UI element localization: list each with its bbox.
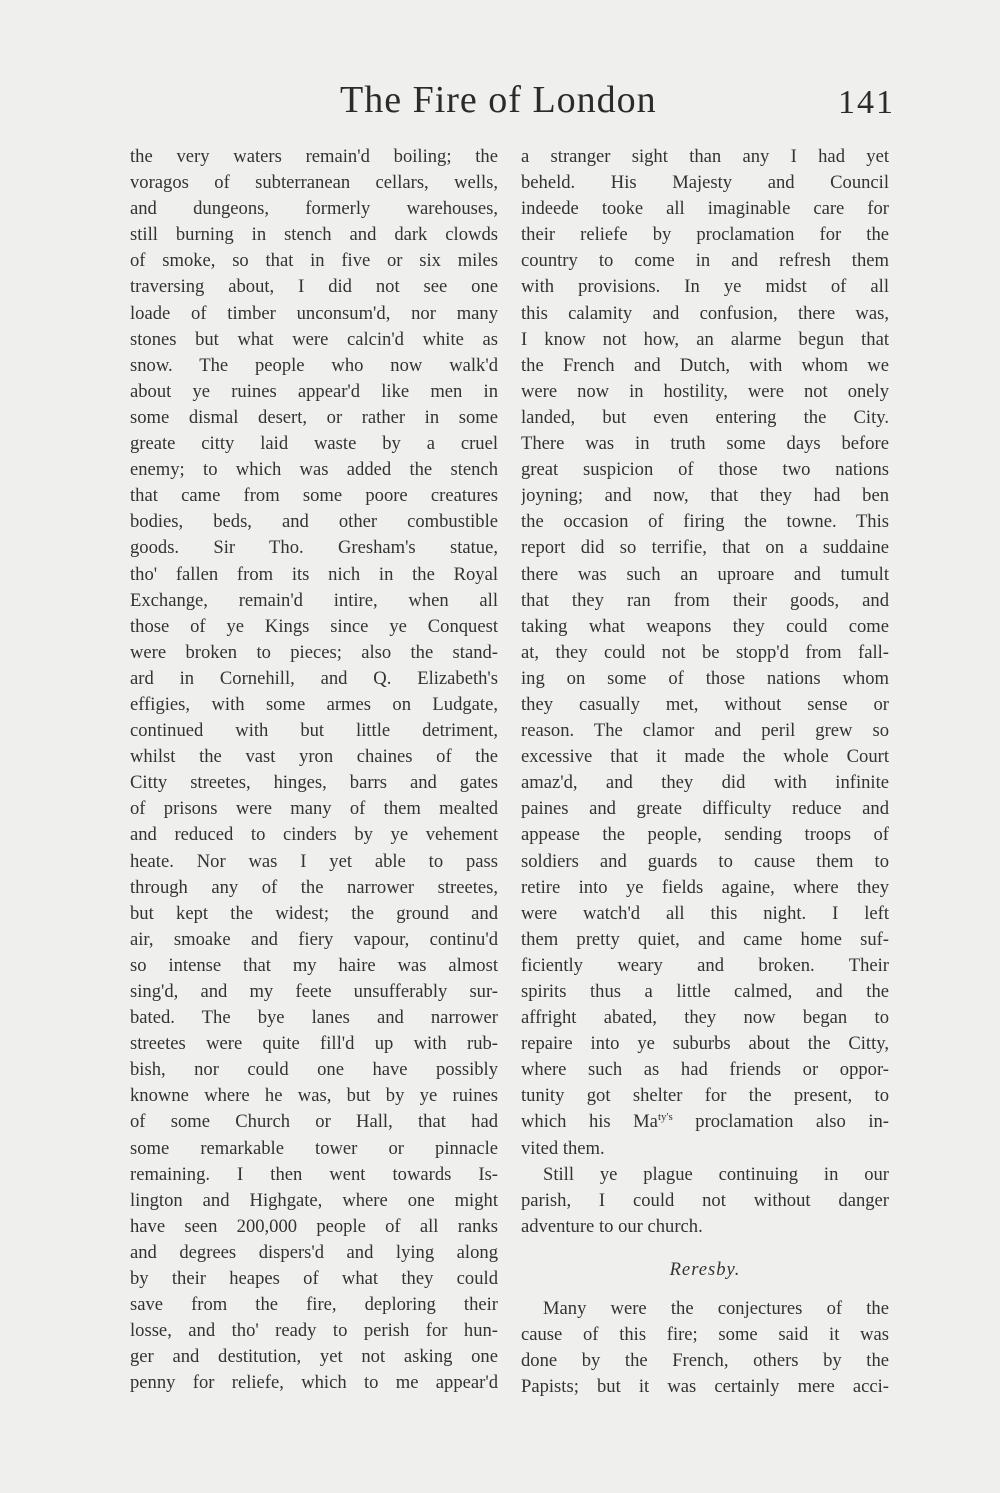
text-line: still burning in stench and dark clowds: [130, 224, 498, 246]
text-line: about ye ruines appear'd like men in: [130, 380, 498, 402]
text-line: Papists; but it was certainly mere acci-: [521, 1376, 889, 1398]
page-header: [0, 78, 1000, 128]
text-line: ing on some of those nations whom: [521, 667, 889, 689]
right-paragraph-2: [521, 1162, 889, 1240]
text-line: of some Church or Hall, that had: [130, 1111, 498, 1133]
text-line: of smoke, so that in five or six miles: [130, 250, 498, 272]
text-line: some dismal desert, or rather in some: [130, 406, 498, 428]
text-line: remaining. I then went towards Is-: [130, 1163, 498, 1185]
text-line: paines and greate difficulty reduce and: [521, 798, 889, 820]
text-line: them pretty quiet, and came home suf-: [521, 928, 889, 950]
text-line: knowne where he was, but by ye ruines: [130, 1085, 498, 1107]
text-line: this calamity and confusion, there was,: [521, 302, 889, 324]
text-line: affright abated, they now began to: [521, 1007, 889, 1029]
text-line: bated. The bye lanes and narrower: [130, 1007, 498, 1029]
text-line: appease the people, sending troops of: [521, 824, 889, 846]
text-line: retire into ye fields againe, where they: [521, 876, 889, 898]
text-line: where such as had friends or oppor-: [521, 1059, 889, 1081]
text-line: parish, I could not without danger: [521, 1189, 889, 1211]
text-line: country to come in and refresh them: [521, 250, 889, 272]
page-title: The Fire of London: [340, 79, 657, 121]
text-line: with provisions. In ye midst of all: [521, 276, 889, 298]
text-line: but kept the widest; the ground and: [130, 902, 498, 924]
text-line: Exchange, remain'd intire, when all: [130, 589, 498, 611]
text-line: were broken to pieces; also the stand-: [130, 641, 498, 663]
text-line: bodies, beds, and other combustible: [130, 511, 498, 533]
right-paragraph-1-end: [521, 1136, 889, 1162]
text-line: stones but what were calcin'd white as: [130, 328, 498, 350]
text-line: I know not how, an alarme begun that: [521, 328, 889, 350]
text-line: which his $Ma^{ty's}$ proclamation also in-: [521, 1111, 889, 1133]
text-line: adventure to our church.: [521, 1215, 703, 1237]
text-line: losse, and tho' ready to perish for hun-: [130, 1320, 498, 1342]
text-line: lington and Highgate, where one might: [130, 1189, 498, 1211]
text-line: great suspicion of those two nations: [521, 459, 889, 481]
text-line: Many were the conjectures of the: [543, 1298, 889, 1320]
text-line: and reduced to cinders by ye vehement: [130, 824, 498, 846]
text-line: bish, nor could one have possibly: [130, 1059, 498, 1081]
text-line: taking what weapons they could come: [521, 615, 889, 637]
text-line: were watch'd all this night. I left: [521, 902, 889, 924]
text-line: those of ye Kings since ye Conquest: [130, 615, 498, 637]
text-line: and dungeons, formerly warehouses,: [130, 198, 498, 220]
left-column: [130, 144, 498, 1397]
section-heading: Reresby.: [669, 1258, 741, 1280]
text-line: repaire into ye suburbs about the Citty,: [521, 1033, 889, 1055]
text-line: were now in hostility, were not onely: [521, 380, 889, 402]
text-line: ger and destitution, yet not asking one: [130, 1346, 498, 1368]
text-line: heate. Nor was I yet able to pass: [130, 850, 498, 872]
right-column: [521, 144, 889, 1400]
text-line: spirits thus a little calmed, and the: [521, 981, 889, 1002]
text-line: continued with but little detriment,: [130, 720, 498, 742]
superscript: ty's: [657, 1111, 673, 1124]
text-line: ficiently weary and broken. Their: [521, 954, 889, 976]
text-line: whilst the vast yron chaines of the: [130, 746, 498, 768]
text-line: report did so terrifie, that on a suddaine: [521, 537, 889, 559]
text-line: sing'd, and my feete unsufferably sur-: [130, 981, 498, 1002]
text-line: have seen 200,000 people of all ranks: [130, 1215, 498, 1237]
text-line: There was in truth some days before: [521, 433, 889, 455]
text-line: the occasion of firing the towne. This: [521, 511, 889, 533]
text-line: amaz'd, and they did with infinite: [521, 772, 889, 794]
text-line: at, they could not be stopp'd from fall-: [521, 641, 889, 663]
text-line: there was such an uproare and tumult: [521, 563, 889, 585]
text-line: so intense that my haire was almost: [130, 954, 498, 976]
right-paragraph-1: [521, 144, 889, 1109]
text-line: cause of this fire; some said it was: [521, 1324, 889, 1346]
text-line: that came from some poore creatures: [130, 485, 498, 507]
text-line: voragos of subterranean cellars, wells,: [130, 172, 498, 194]
text-line: tho' fallen from its nich in the Royal: [130, 563, 498, 585]
text-line: streetes were quite fill'd up with rub-: [130, 1033, 498, 1055]
text-line: of prisons were many of them mealted: [130, 798, 498, 820]
text-line: and degrees dispers'd and lying along: [130, 1241, 498, 1263]
text-line: greate citty laid waste by a cruel: [130, 433, 498, 455]
text-line: Citty streetes, hinges, barrs and gates: [130, 772, 498, 794]
text-line: done by the French, others by the: [521, 1350, 889, 1372]
text-line: snow. The people who now walk'd: [130, 354, 498, 376]
text-line: Still ye plague continuing in our: [543, 1163, 889, 1185]
text-line: soldiers and guards to cause them to: [521, 850, 889, 872]
text-line: beheld. His Majesty and Council: [521, 172, 889, 194]
text-line: landed, but even entering the City.: [521, 406, 889, 428]
text-line: air, smoake and fiery vapour, continu'd: [130, 928, 498, 950]
text-line: loade of timber unconsum'd, nor many: [130, 302, 498, 324]
text-line: vited them.: [521, 1137, 605, 1159]
text-line: traversing about, I did not see one: [130, 276, 498, 298]
text-line: save from the fire, deploring their: [130, 1294, 498, 1316]
right-paragraph-3: [521, 1296, 889, 1400]
text-line: the French and Dutch, with whom we: [521, 354, 889, 376]
text-line: they casually met, without sense or: [521, 693, 889, 715]
text-line: enemy; to which was added the stench: [130, 459, 498, 481]
text-line: reason. The clamor and peril grew so: [521, 720, 889, 742]
text-line: that they ran from their goods, and: [521, 589, 889, 611]
page-number: 141: [838, 84, 895, 121]
text-line: ard in Cornehill, and Q. Elizabeth's: [130, 667, 498, 689]
text-line: goods. Sir Tho. Gresham's statue,: [130, 537, 498, 559]
text-line: penny for reliefe, which to me appear'd: [130, 1372, 498, 1394]
text-line: the very waters remain'd boiling; the: [130, 146, 498, 167]
text-line: by their heapes of what they could: [130, 1268, 498, 1290]
text-line: indeede tooke all imaginable care for: [521, 198, 889, 220]
text-line: through any of the narrower streetes,: [130, 876, 498, 898]
text-line: excessive that it made the whole Court: [521, 746, 889, 768]
text-line: a stranger sight than any I had yet: [521, 146, 889, 167]
text-line: their reliefe by proclamation for the: [521, 224, 889, 246]
text-line: effigies, with some armes on Ludgate,: [130, 693, 498, 715]
text-line: some remarkable tower or pinnacle: [130, 1137, 498, 1159]
text-line: tunity got shelter for the present, to: [521, 1085, 889, 1107]
text-line: joyning; and now, that they had ben: [521, 485, 889, 507]
